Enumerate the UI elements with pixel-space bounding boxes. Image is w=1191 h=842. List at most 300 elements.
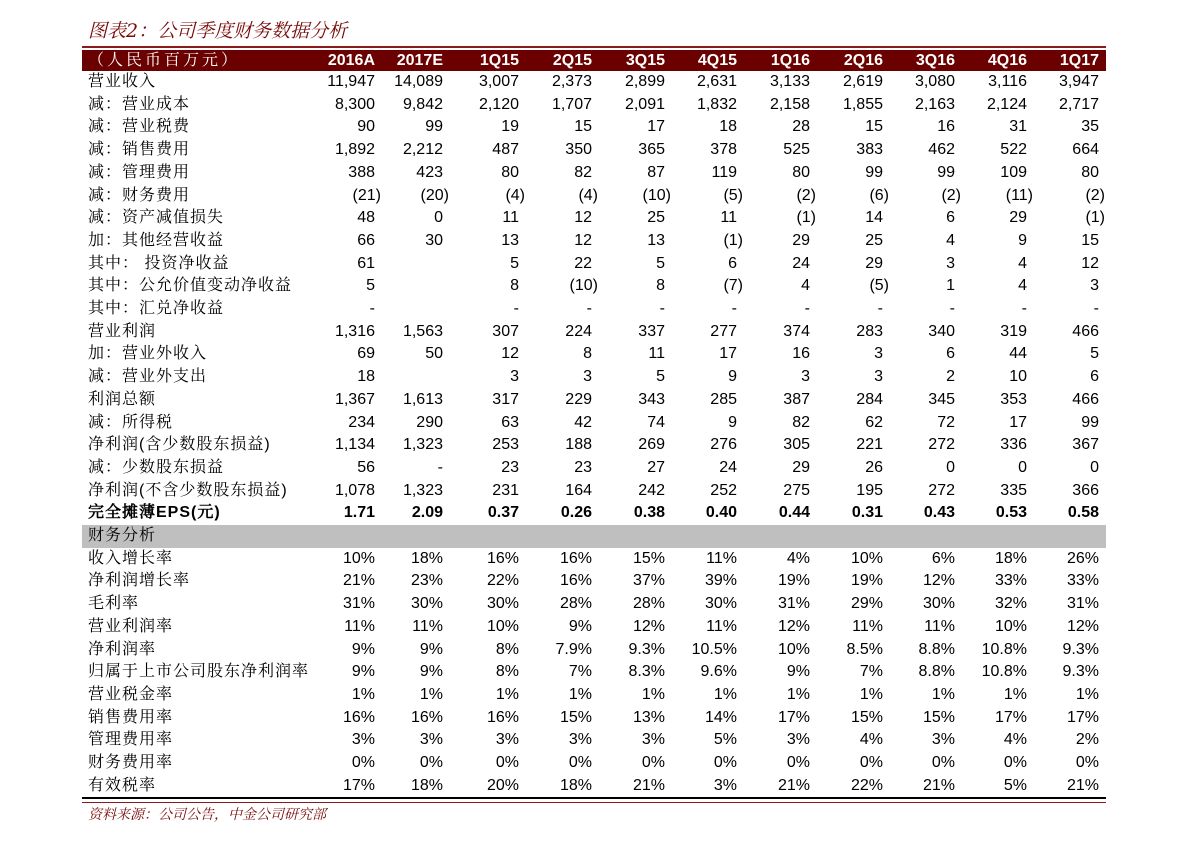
table-cell: 0%: [495, 754, 519, 772]
table-cell: 119: [711, 163, 737, 181]
table-cell: 10: [1009, 368, 1027, 386]
table-cell: 32%: [994, 595, 1027, 613]
table-cell: 17: [1009, 413, 1027, 431]
table-cell: 15: [1081, 231, 1099, 249]
table-cell: 2%: [1075, 731, 1099, 749]
table-cell: 3: [510, 368, 519, 386]
table-cell: [382, 525, 450, 548]
table-cell: 11%: [706, 549, 737, 567]
table-cell: 6: [946, 345, 955, 363]
table-cell: 1%: [495, 685, 519, 703]
table-row: [82, 139, 1106, 162]
table-cell: 44: [1009, 345, 1027, 363]
table-cell: 23: [501, 458, 519, 476]
table-cell: (5): [723, 186, 743, 204]
row-label: 归属于上市公司股东净利润率: [88, 663, 310, 681]
row-label: 销售费用率: [88, 708, 174, 726]
table-cell: 0%: [1003, 754, 1027, 772]
table-cell: 0%: [713, 754, 737, 772]
table-cell: (1): [723, 231, 743, 249]
table-cell: 0%: [1075, 754, 1099, 772]
table-cell: 16: [792, 345, 810, 363]
table-cell: 272: [928, 481, 955, 499]
table-row: [82, 389, 1106, 412]
column-header: 4Q15: [672, 50, 744, 71]
table-cell: 3: [874, 345, 883, 363]
table-cell: (11): [1005, 186, 1033, 204]
table-cell: 22: [574, 254, 592, 272]
table-cell: 8: [656, 277, 665, 295]
table-cell: 12: [501, 345, 519, 363]
table-cell: 4: [801, 277, 810, 295]
table-cell: 0.43: [923, 504, 955, 522]
table-cell: 0: [946, 458, 955, 476]
table-cell: 283: [856, 322, 883, 340]
table-cell: 12%: [922, 572, 955, 590]
section-title: 财务分析: [82, 525, 307, 548]
table-cell: 15%: [850, 708, 883, 726]
table-cell: 3,133: [769, 73, 810, 90]
table-cell: 11%: [412, 617, 443, 635]
table-cell: 39%: [704, 572, 737, 590]
table-cell: 0: [434, 209, 443, 227]
table-cell: 0%: [419, 754, 443, 772]
table-cell: 11%: [924, 617, 955, 635]
table-row: [82, 434, 1106, 457]
table-cell: [526, 525, 599, 548]
row-label: 减：管理费用: [88, 163, 191, 181]
table-cell: 275: [783, 481, 810, 499]
row-label: 减：营业外支出: [88, 368, 208, 386]
table-row: [82, 94, 1106, 117]
table-cell: 11: [720, 209, 737, 227]
table-cell: 276: [710, 436, 737, 454]
table-cell: 367: [1072, 436, 1099, 454]
table-cell: 1,078: [334, 481, 375, 499]
table-cell: 0%: [931, 754, 955, 772]
table-cell: -: [659, 300, 665, 318]
table-cell: 229: [565, 390, 592, 408]
table-cell: 0%: [859, 754, 883, 772]
table-row: [82, 298, 1106, 321]
table-cell: 252: [710, 481, 737, 499]
table-cell: 17%: [777, 708, 810, 726]
table-cell: 24: [792, 254, 810, 272]
table-cell: 0%: [351, 754, 375, 772]
table-cell: 3: [801, 368, 810, 386]
table-cell: 2,163: [914, 95, 955, 113]
table-cell: 1,367: [334, 390, 375, 408]
table-cell: 66: [357, 231, 375, 249]
table-cell: 221: [856, 436, 883, 454]
table-cell: 345: [928, 390, 955, 408]
column-header: 2Q15: [526, 50, 599, 71]
table-cell: 35: [1081, 118, 1099, 136]
table-cell: 18%: [410, 549, 443, 567]
table-cell: 26%: [1066, 549, 1099, 567]
table-row: [82, 230, 1106, 253]
table-cell: 1%: [859, 685, 883, 703]
table-cell: 30%: [486, 595, 519, 613]
table-cell: 20%: [486, 776, 519, 794]
table-row: [82, 116, 1106, 139]
column-header: 3Q15: [599, 50, 672, 71]
table-cell: 82: [792, 413, 810, 431]
table-row: [82, 661, 1106, 684]
table-cell: 17%: [1066, 708, 1099, 726]
table-cell: 277: [710, 322, 737, 340]
table-cell: 305: [783, 436, 810, 454]
table-cell: 22%: [486, 572, 519, 590]
table-cell: (4): [505, 186, 525, 204]
table-cell: 11: [502, 209, 519, 227]
table-cell: 2.09: [411, 504, 443, 522]
table-cell: 1,855: [842, 95, 883, 113]
table-cell: 5: [656, 368, 665, 386]
table-cell: 5: [510, 254, 519, 272]
table-cell: 365: [638, 141, 665, 159]
table-cell: 16: [937, 118, 955, 136]
table-cell: 9.3%: [1062, 663, 1099, 681]
table-cell: 18%: [410, 776, 443, 794]
table-cell: 15: [574, 118, 592, 136]
table-cell: 3%: [495, 731, 519, 749]
table-cell: 0.53: [995, 504, 1027, 522]
table-cell: 99: [937, 163, 955, 181]
table-cell: 19: [501, 118, 519, 136]
row-label: 净利润(含少数股东损益): [88, 436, 271, 454]
table-cell: 9.3%: [628, 640, 665, 658]
table-cell: -: [1021, 300, 1027, 318]
table-cell: 1%: [641, 685, 665, 703]
table-cell: 1,134: [334, 436, 375, 454]
table-row: [82, 275, 1106, 298]
table-cell: 1,613: [402, 390, 443, 408]
table-cell: 33%: [994, 572, 1027, 590]
table-cell: 31%: [342, 595, 375, 613]
table-cell: 10%: [777, 640, 810, 658]
table-cell: 6: [728, 254, 737, 272]
table-cell: 25: [647, 209, 665, 227]
table-cell: 0%: [641, 754, 665, 772]
row-label: 其中： 投资净收益: [88, 254, 230, 272]
table-cell: 99: [1081, 413, 1099, 431]
table-cell: 5%: [1003, 776, 1027, 794]
table-cell: 3%: [931, 731, 955, 749]
table-cell: -: [437, 458, 443, 476]
column-header: 3Q16: [890, 50, 962, 71]
row-label: 净利润率: [88, 640, 157, 658]
table-cell: 17%: [342, 776, 375, 794]
table-cell: 80: [1081, 163, 1099, 181]
table-cell: 29: [792, 458, 810, 476]
table-cell: 1%: [1003, 685, 1027, 703]
table-cell: 0.26: [560, 504, 592, 522]
row-label: 减：营业成本: [88, 95, 191, 113]
table-cell: 10.8%: [981, 640, 1027, 658]
table-cell: 21%: [922, 776, 955, 794]
table-cell: -: [1093, 300, 1099, 318]
table-cell: 18: [357, 368, 375, 386]
table-cell: 2,373: [551, 73, 592, 90]
table-cell: 231: [492, 481, 519, 499]
table-cell: 1.71: [343, 504, 375, 522]
table-cell: 15%: [922, 708, 955, 726]
table-cell: 63: [501, 413, 519, 431]
row-label: 其中：汇兑净收益: [88, 300, 225, 318]
table-cell: 30%: [704, 595, 737, 613]
table-cell: 30: [425, 231, 443, 249]
row-label: 减：财务费用: [88, 186, 191, 204]
table-cell: 466: [1072, 322, 1099, 340]
table-cell: 195: [856, 481, 883, 499]
table-cell: (5): [869, 277, 889, 295]
table-cell: 366: [1072, 481, 1099, 499]
row-label: 减：营业税费: [88, 118, 191, 136]
table-cell: 2,124: [986, 95, 1027, 113]
table-cell: 69: [357, 345, 375, 363]
table-cell: 664: [1072, 141, 1099, 159]
row-label: 减：销售费用: [88, 141, 191, 159]
table-cell: 9%: [419, 640, 443, 658]
row-label: 毛利率: [88, 595, 140, 613]
table-cell: 2,212: [402, 141, 443, 159]
table-cell: 19%: [777, 572, 810, 590]
table-cell: 317: [492, 390, 519, 408]
table-cell: 242: [638, 481, 665, 499]
table-cell: 466: [1072, 390, 1099, 408]
table-cell: 234: [348, 413, 375, 431]
table-cell: [672, 525, 744, 548]
table-cell: 31%: [777, 595, 810, 613]
table-cell: 18%: [559, 776, 592, 794]
table-cell: 16%: [410, 708, 443, 726]
row-label: 减：资产减值损失: [88, 209, 225, 227]
table-cell: 4%: [786, 549, 810, 567]
table-cell: 0.40: [705, 504, 737, 522]
table-row: [82, 502, 1106, 525]
table-cell: 1,316: [334, 322, 375, 340]
table-cell: 5: [656, 254, 665, 272]
header-unit-label: （人民币百万元）: [82, 50, 307, 71]
column-header: 1Q16: [744, 50, 817, 71]
table-cell: 335: [1000, 481, 1027, 499]
table-header-row: [82, 50, 1106, 71]
table-cell: 1: [946, 277, 955, 295]
table-cell: 1%: [351, 685, 375, 703]
table-cell: (2): [1085, 186, 1105, 204]
table-cell: 0.44: [778, 504, 810, 522]
table-cell: 5: [366, 277, 375, 295]
table-cell: 8%: [495, 640, 519, 658]
row-label: 营业利润率: [88, 617, 174, 635]
table-cell: 1%: [419, 685, 443, 703]
table-cell: 2,619: [842, 73, 883, 90]
table-cell: 13: [647, 231, 665, 249]
table-cell: 272: [928, 436, 955, 454]
table-row: [82, 548, 1106, 571]
row-label: 有效税率: [88, 776, 157, 794]
table-cell: 284: [856, 390, 883, 408]
table-cell: (4): [578, 186, 598, 204]
row-label: 营业收入: [88, 73, 157, 90]
table-cell: 17: [647, 118, 665, 136]
table-cell: 21%: [777, 776, 810, 794]
table-cell: 8%: [495, 663, 519, 681]
row-label: 加：营业外收入: [88, 345, 208, 363]
table-cell: 1,707: [551, 95, 592, 113]
table-cell: 3: [874, 368, 883, 386]
table-cell: 12: [574, 231, 592, 249]
table-cell: 4%: [859, 731, 883, 749]
table-cell: 23: [574, 458, 592, 476]
table-cell: 12%: [1066, 617, 1099, 635]
table-cell: 14,089: [394, 73, 443, 90]
table-cell: 13%: [632, 708, 665, 726]
table-cell: 378: [710, 141, 737, 159]
table-cell: 18%: [994, 549, 1027, 567]
table-cell: 1,563: [402, 322, 443, 340]
table-cell: 4%: [1003, 731, 1027, 749]
table-cell: 33%: [1066, 572, 1099, 590]
table-cell: 80: [792, 163, 810, 181]
row-label: 营业利润: [88, 322, 157, 340]
table-cell: 2: [946, 368, 955, 386]
table-row: [82, 729, 1106, 752]
table-cell: 12%: [777, 617, 810, 635]
table-cell: 4: [1018, 254, 1027, 272]
table-cell: 7%: [568, 663, 592, 681]
table-cell: [382, 366, 450, 389]
table-cell: 0: [1018, 458, 1027, 476]
table-cell: 10%: [486, 617, 519, 635]
table-cell: 383: [856, 141, 883, 159]
table-cell: 15%: [559, 708, 592, 726]
table-cell: 25: [865, 231, 883, 249]
table-cell: 9: [728, 368, 737, 386]
table-cell: 269: [638, 436, 665, 454]
table-cell: 224: [565, 322, 592, 340]
table-cell: 16%: [342, 708, 375, 726]
row-label: 净利润(不含少数股东损益): [88, 481, 288, 499]
table-cell: 30%: [410, 595, 443, 613]
row-label: 财务费用率: [88, 754, 174, 772]
table-cell: 164: [565, 481, 592, 499]
table-cell: [450, 525, 526, 548]
table-cell: 2,717: [1058, 95, 1099, 113]
table-cell: 0%: [786, 754, 810, 772]
table-cell: 387: [783, 390, 810, 408]
table-row: [82, 616, 1106, 639]
table-cell: 0%: [568, 754, 592, 772]
table-cell: 7.9%: [555, 640, 592, 658]
row-label: 收入增长率: [88, 549, 174, 567]
table-cell: 290: [416, 413, 443, 431]
table-cell: 62: [865, 413, 883, 431]
column-header: 2Q16: [817, 50, 890, 71]
table-cell: 1%: [931, 685, 955, 703]
table-row: [82, 321, 1106, 344]
table-cell: 1%: [568, 685, 592, 703]
table-cell: 28: [792, 118, 810, 136]
table-cell: 31%: [1066, 595, 1099, 613]
table-row: [82, 412, 1106, 435]
table-cell: 9: [1018, 231, 1027, 249]
table-cell: 29: [792, 231, 810, 249]
table-cell: 307: [492, 322, 519, 340]
table-cell: 8: [510, 277, 519, 295]
table-cell: 3: [946, 254, 955, 272]
table-cell: 285: [710, 390, 737, 408]
table-row: [82, 570, 1106, 593]
table-cell: 336: [1000, 436, 1027, 454]
table-cell: -: [513, 300, 519, 318]
table-cell: 8.3%: [628, 663, 665, 681]
table-cell: [599, 525, 672, 548]
table-cell: 10%: [850, 549, 883, 567]
table-cell: 423: [416, 163, 443, 181]
table-cell: 16%: [486, 549, 519, 567]
table-cell: 3: [583, 368, 592, 386]
table-row: [82, 162, 1106, 185]
table-cell: 9,842: [402, 95, 443, 113]
table-cell: 253: [492, 436, 519, 454]
row-label: 净利润增长率: [88, 572, 191, 590]
table-row: [82, 639, 1106, 662]
table-row: [82, 707, 1106, 730]
row-label: 减：少数股东损益: [88, 458, 225, 476]
figure-title: 图表2：公司季度财务数据分析: [88, 20, 348, 42]
column-header: 2017E: [382, 50, 450, 71]
table-cell: [817, 525, 890, 548]
table-row: [82, 185, 1106, 208]
table-cell: 2,120: [478, 95, 519, 113]
table-cell: -: [804, 300, 810, 318]
table-cell: 2,158: [769, 95, 810, 113]
table-row: [82, 752, 1106, 775]
table-row: [82, 775, 1106, 798]
table-cell: 29%: [850, 595, 883, 613]
table-cell: 319: [1000, 322, 1027, 340]
table-cell: 350: [565, 141, 592, 159]
table-cell: 1,832: [696, 95, 737, 113]
table-cell: 522: [1000, 141, 1027, 159]
table-cell: (2): [796, 186, 816, 204]
table-cell: 12: [1081, 254, 1099, 272]
table-cell: 48: [357, 209, 375, 227]
table-cell: 99: [425, 118, 443, 136]
table-cell: 1%: [786, 685, 810, 703]
table-cell: 21%: [1066, 776, 1099, 794]
table-cell: 462: [928, 141, 955, 159]
table-cell: 1,323: [402, 481, 443, 499]
table-row: [82, 253, 1106, 276]
table-cell: 15: [865, 118, 883, 136]
table-cell: 29: [865, 254, 883, 272]
table-cell: 9.6%: [700, 663, 737, 681]
table-cell: 3: [1090, 277, 1099, 295]
table-cell: 82: [574, 163, 592, 181]
table-cell: 80: [501, 163, 519, 181]
table-cell: 6: [946, 209, 955, 227]
table-cell: 21%: [632, 776, 665, 794]
table-cell: 0.37: [487, 504, 519, 522]
table-cell: 1,323: [402, 436, 443, 454]
column-header: 1Q17: [1034, 50, 1106, 71]
table-cell: 343: [638, 390, 665, 408]
table-cell: 29: [1009, 209, 1027, 227]
table-cell: 12%: [632, 617, 665, 635]
